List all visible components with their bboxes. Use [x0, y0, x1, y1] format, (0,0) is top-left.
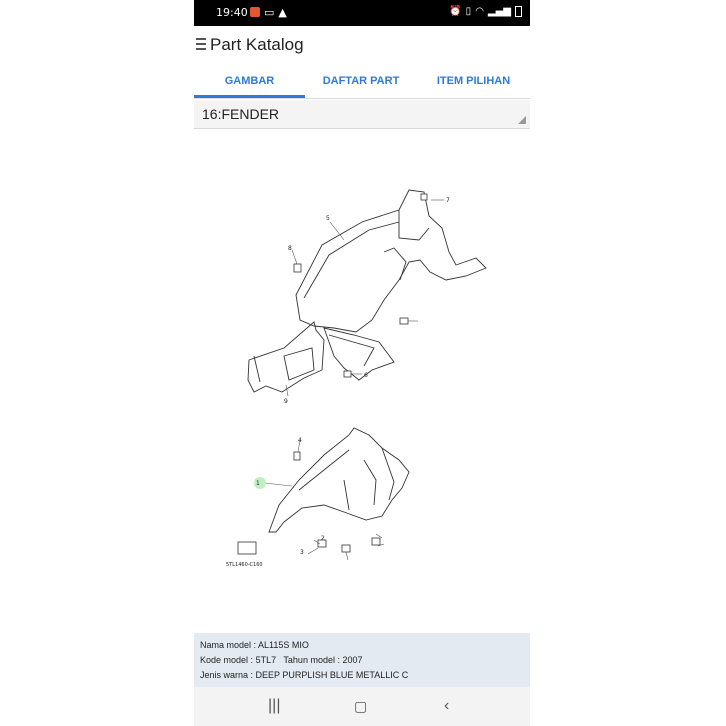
model-label: Nama model :	[200, 640, 257, 650]
menu-icon[interactable]	[196, 38, 206, 50]
app-bar	[194, 26, 530, 64]
callout-1: 1	[256, 480, 260, 487]
vibrate-icon: ▯	[465, 6, 472, 17]
tab-daftar-part[interactable]: DAFTAR PART	[322, 75, 400, 87]
callout-8: 8	[288, 245, 292, 252]
home-icon[interactable]: ▢	[354, 698, 368, 714]
callout-4: 4	[298, 437, 302, 444]
model-info-panel	[194, 633, 530, 687]
alarm-icon: ⏰	[449, 6, 462, 17]
callout-6: 6	[364, 372, 368, 379]
status-time: 19:40	[216, 6, 248, 19]
year-label: Tahun model :	[283, 655, 340, 665]
tab-item-pilihan[interactable]: ITEM PILIHAN	[436, 75, 511, 87]
parts-diagram[interactable]	[194, 130, 530, 630]
back-icon[interactable]: ‹	[444, 697, 450, 714]
phone-screen	[194, 0, 530, 726]
recents-icon[interactable]: |||	[268, 697, 281, 714]
year-value: 2007	[342, 655, 363, 665]
tab-gambar[interactable]: GAMBAR	[194, 64, 305, 98]
code-value: 5TL7	[255, 655, 277, 665]
tab-bar	[194, 64, 530, 99]
app-title: Part Katalog	[210, 35, 304, 54]
notification-app-icon	[250, 7, 260, 17]
callout-5: 5	[326, 215, 330, 222]
video-icon: ▭	[264, 6, 275, 19]
section-dropdown[interactable]	[194, 100, 530, 129]
system-nav-bar	[194, 687, 530, 726]
model-value: AL115S MIO	[258, 640, 309, 650]
battery-icon	[515, 6, 522, 17]
section-selected: 16:FENDER	[202, 106, 280, 122]
wifi-icon: ◠	[475, 6, 484, 17]
warning-icon: ▲	[278, 6, 287, 19]
signal-icon: ▂▄▆	[487, 6, 511, 17]
callout-2: 2	[321, 535, 325, 542]
callout-3: 3	[300, 549, 304, 556]
code-label: Kode model :	[200, 655, 254, 665]
part-code: 5TL1460-C160	[226, 562, 263, 568]
color-label: Jenis warna :	[200, 670, 254, 680]
callout-9: 9	[284, 398, 288, 405]
status-bar	[194, 0, 530, 26]
color-value: DEEP PURPLISH BLUE METALLIC C	[255, 670, 409, 680]
callout-7: 7	[446, 197, 450, 204]
dropdown-corner-icon	[518, 116, 526, 124]
fender-exploded-view	[194, 130, 530, 630]
